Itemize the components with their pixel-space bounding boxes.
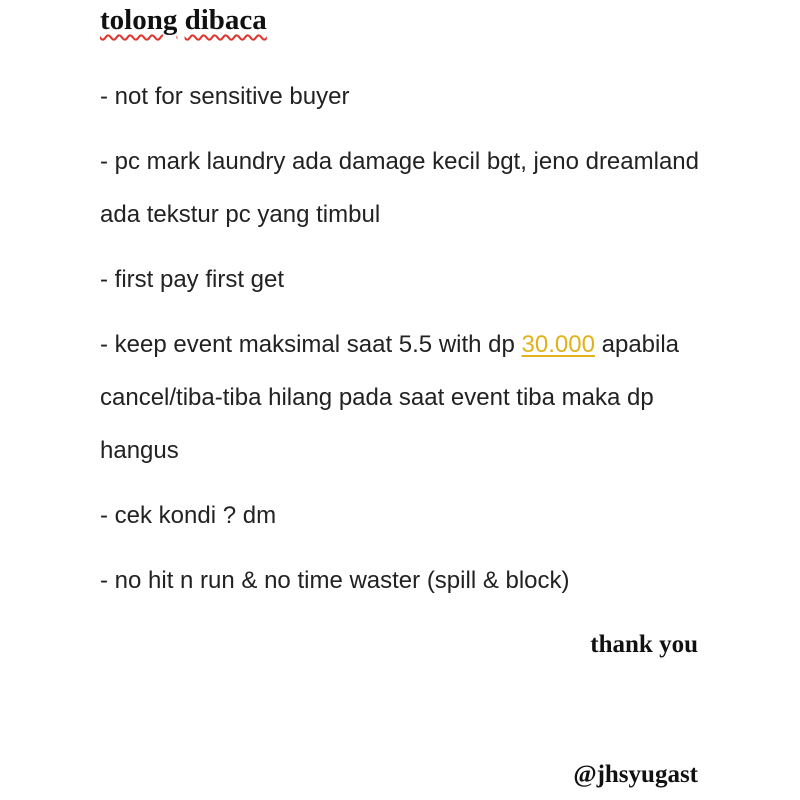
- thank-you-text: thank you: [590, 631, 698, 658]
- username-handle: @jhsyugast: [573, 761, 698, 788]
- rule-pc-mark-damage: - pc mark laundry ada damage kecil bgt, jeno dreamland ada tekstur pc yang timbul: [100, 148, 699, 228]
- rule-keep-event-text-continued: apabila cancel/tiba-tiba hilang pada saat event tiba maka dp hangus: [100, 331, 680, 464]
- title-word-dibaca: dibaca: [184, 4, 267, 36]
- rule-first-pay: - first pay first get: [100, 266, 285, 293]
- rule-no-hit-n-run: - no hit n run & no time waster (spill & block): [100, 567, 570, 594]
- rule-not-sensitive: - not for sensitive buyer: [100, 83, 350, 110]
- rule-keep-event-text: - keep event maksimal saat 5.5 with dp: [100, 331, 522, 358]
- rules-list: [100, 70, 700, 619]
- title-word-tolong: tolong: [100, 4, 178, 36]
- rule-cek-kondi: - cek kondi ? dm: [100, 502, 277, 529]
- rule-keep-event: [100, 318, 700, 477]
- page-title: [100, 2, 267, 38]
- dp-amount-link[interactable]: 30.000: [521, 331, 595, 358]
